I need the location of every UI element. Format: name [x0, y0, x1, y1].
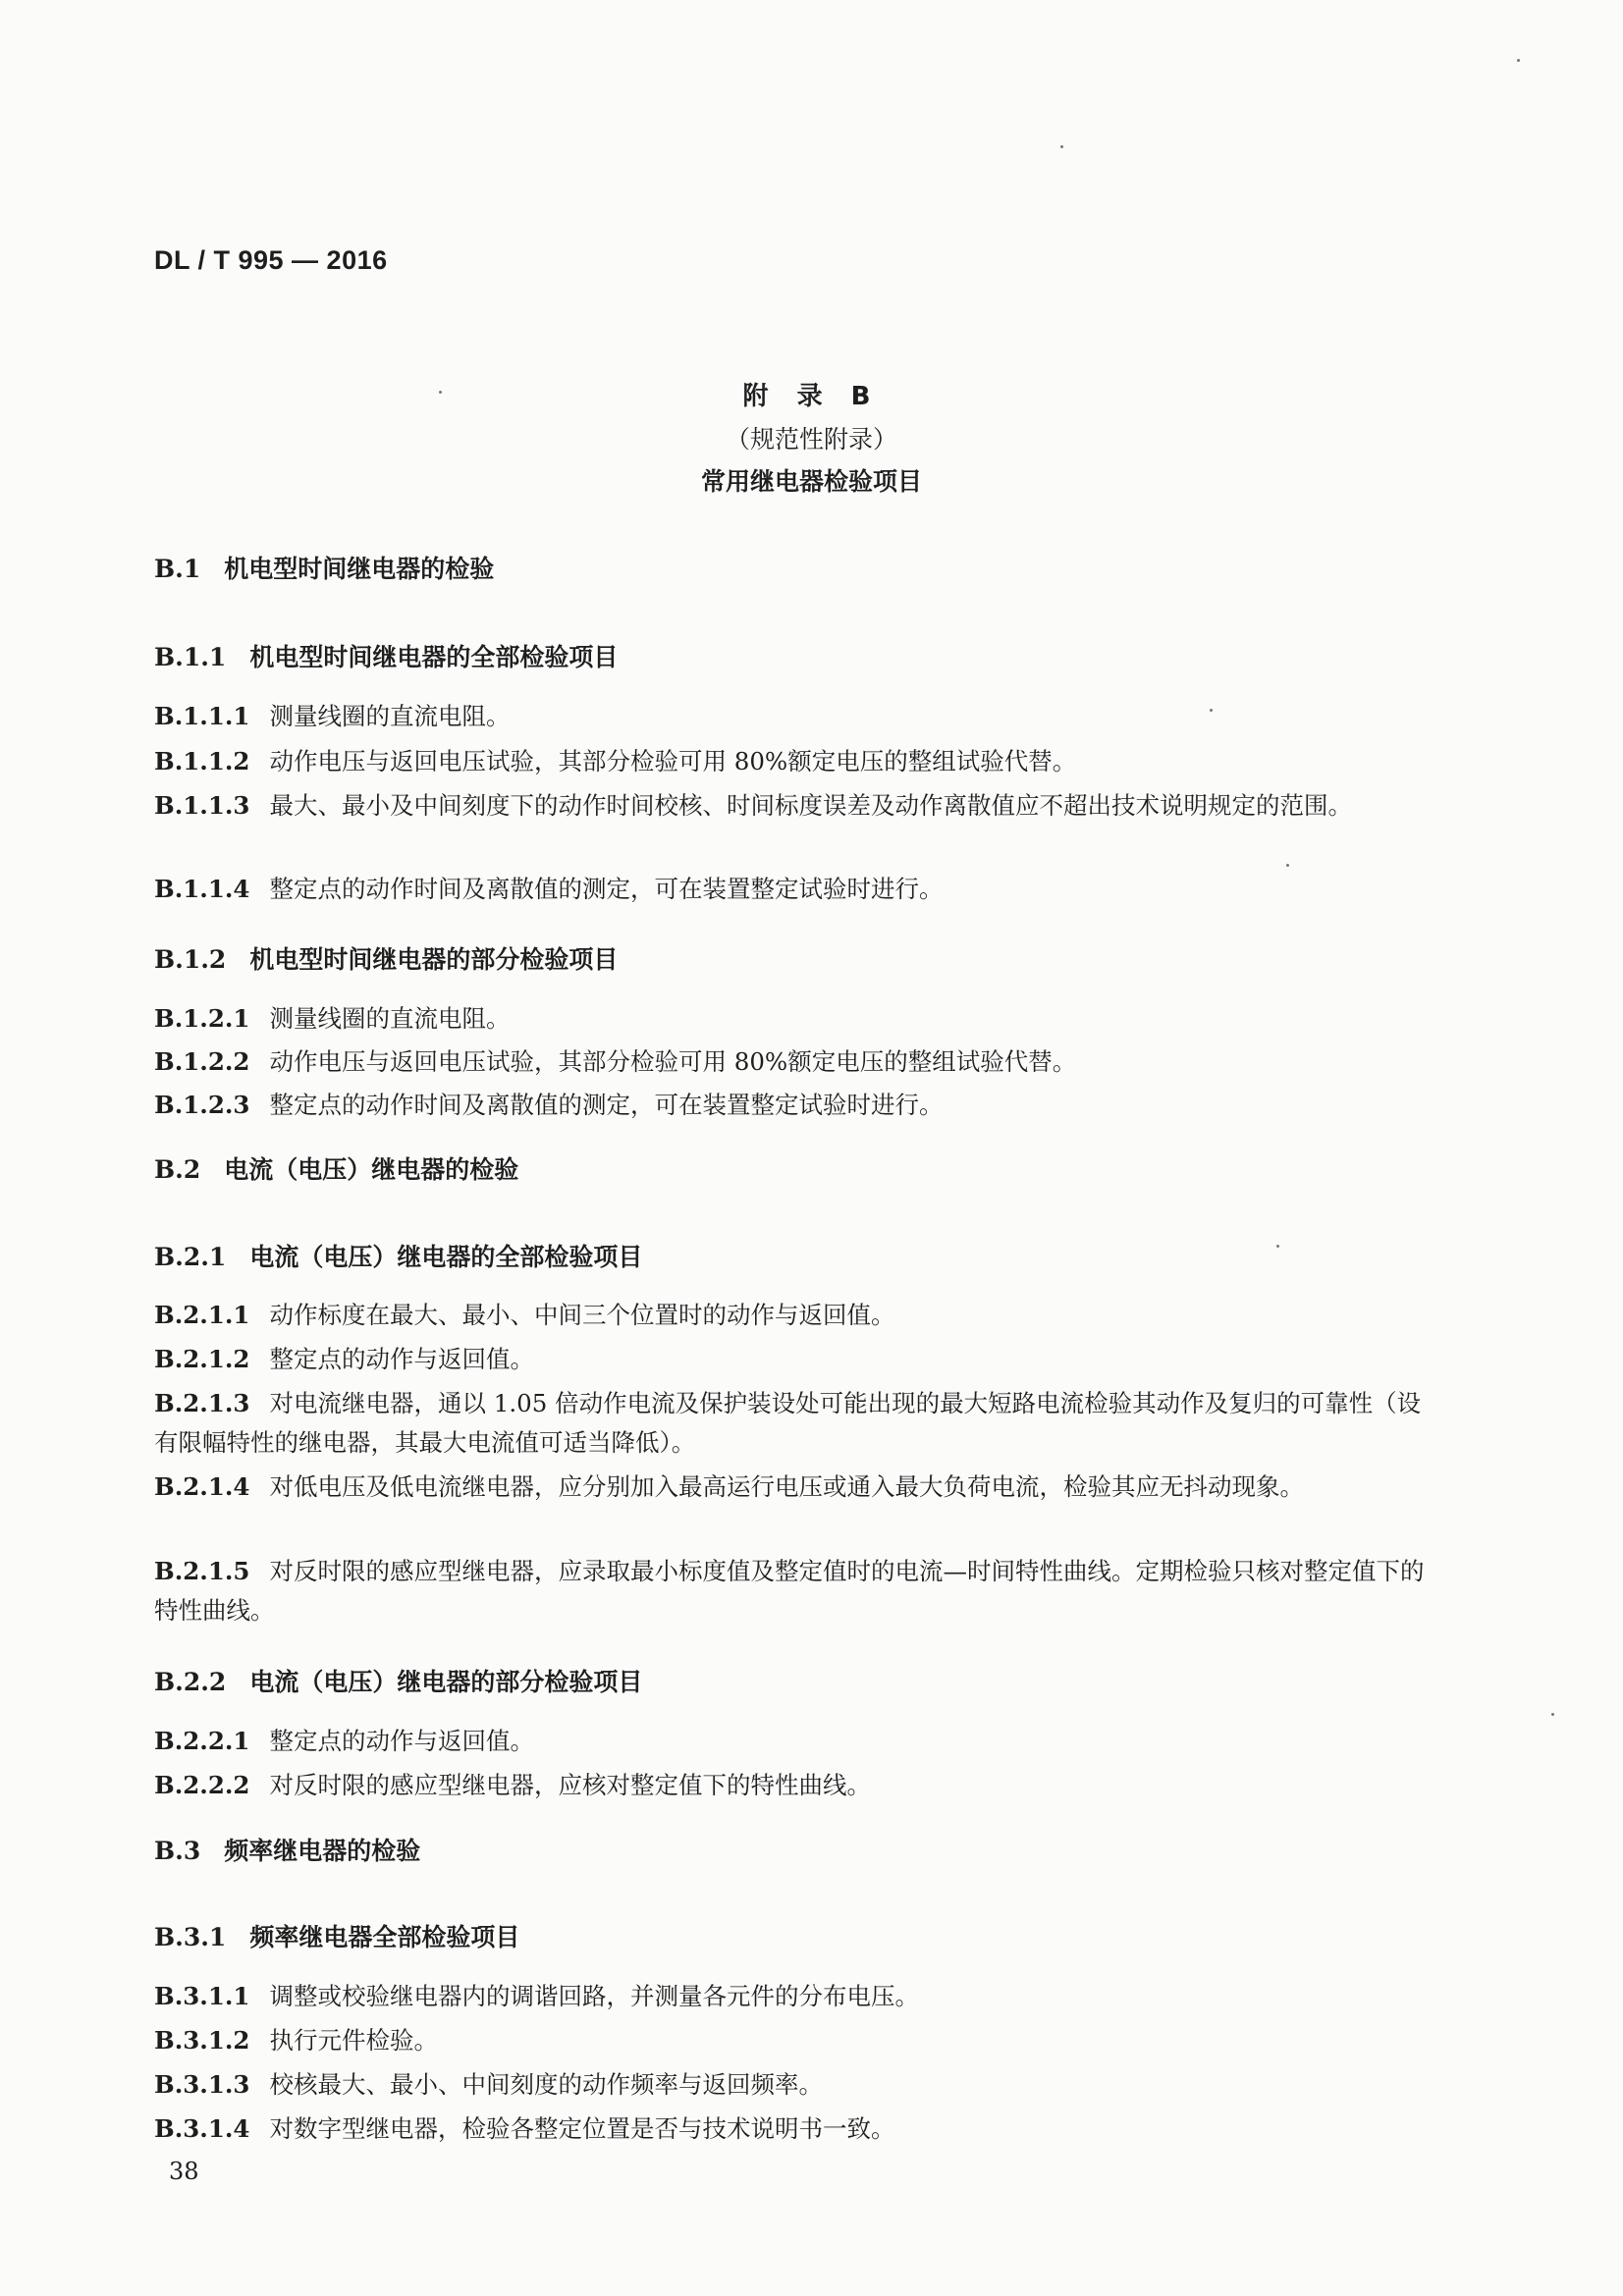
subsection-heading-b31	[154, 1918, 519, 1953]
list-item-b113	[154, 786, 1440, 826]
list-item-b311	[154, 1977, 1440, 2016]
section-number: B.3	[154, 1837, 201, 1865]
section-title: 机电型时间继电器的部分检验项目	[249, 945, 619, 974]
item-number: B.2.1.1	[154, 1301, 250, 1329]
section-number: B.1	[154, 555, 201, 583]
item-text: 测量线圈的直流电阻。	[269, 1004, 511, 1033]
item-number: B.1.2.2	[154, 1047, 250, 1076]
section-heading-b3	[154, 1832, 420, 1867]
list-item-b215	[154, 1552, 1440, 1630]
item-text: 整定点的动作与返回值。	[269, 1727, 534, 1755]
item-number: B.1.2.3	[154, 1091, 250, 1119]
list-item-b121	[154, 999, 1440, 1039]
item-number: B.2.1.2	[154, 1345, 250, 1373]
section-number: B.1.1	[154, 643, 227, 671]
list-item-b313	[154, 2065, 1440, 2105]
list-item-b111	[154, 697, 1440, 736]
subsection-heading-b12	[154, 940, 618, 976]
scan-speck	[1286, 864, 1289, 867]
section-title: 频率继电器的检验	[224, 1837, 421, 1865]
item-text: 校核最大、最小、中间刻度的动作频率与返回频率。	[269, 2070, 823, 2099]
item-number: B.2.2.2	[154, 1771, 250, 1799]
item-number: B.3.1.1	[154, 1982, 250, 2010]
subsection-heading-b22	[154, 1663, 642, 1698]
section-title: 机电型时间继电器的全部检验项目	[249, 643, 619, 671]
item-text: 对反时限的感应型继电器，应核对整定值下的特性曲线。	[269, 1771, 871, 1799]
list-item-b222	[154, 1766, 1440, 1805]
item-text: 整定点的动作与返回值。	[269, 1345, 534, 1373]
appendix-name: 常用继电器检验项目	[700, 467, 922, 496]
item-text: 对低电压及低电流继电器，应分别加入最高运行电压或通入最大负荷电流，检验其应无抖动现象。	[269, 1472, 1304, 1501]
section-heading-b1	[154, 550, 494, 585]
list-item-b114	[154, 870, 1440, 909]
item-number: B.2.2.1	[154, 1727, 250, 1755]
scan-speck	[1276, 1245, 1279, 1248]
scan-speck	[1517, 59, 1520, 62]
item-text: 动作电压与返回电压试验，其部分检验可用 80%额定电压的整组试验代替。	[269, 747, 1077, 775]
scan-speck	[1551, 1713, 1554, 1716]
list-item-b214	[154, 1468, 1440, 1507]
section-number: B.1.2	[154, 945, 227, 974]
item-number: B.3.1.4	[154, 2114, 250, 2143]
item-text: 对反时限的感应型继电器，应录取最小标度值及整定值时的电流—时间特性曲线。定期检验只核对整定值下的特性曲线。	[154, 1557, 1425, 1625]
list-item-b123	[154, 1086, 1440, 1125]
item-text: 整定点的动作时间及离散值的测定，可在装置整定试验时进行。	[269, 1091, 944, 1119]
subsection-heading-b11	[154, 638, 618, 673]
subsection-heading-b21	[154, 1238, 642, 1273]
item-number: B.2.1.5	[154, 1557, 250, 1585]
item-text: 对电流继电器，通以 1.05 倍动作电流及保护装设处可能出现的最大短路电流检验其动作及复归的可靠性（设有限幅特性的继电器，其最大电流值可适当降低）。	[154, 1389, 1422, 1457]
list-item-b122	[154, 1042, 1440, 1082]
section-heading-b2	[154, 1150, 518, 1186]
item-number: B.1.1.1	[154, 702, 250, 730]
item-number: B.3.1.2	[154, 2026, 250, 2055]
item-number: B.3.1.3	[154, 2070, 250, 2099]
standard-code: DL / T 995 — 2016	[154, 245, 388, 275]
item-text: 动作电压与返回电压试验，其部分检验可用 80%额定电压的整组试验代替。	[269, 1047, 1077, 1076]
section-title: 频率继电器全部检验项目	[249, 1923, 520, 1951]
item-number: B.1.1.2	[154, 747, 250, 775]
section-number: B.2.2	[154, 1668, 227, 1696]
item-text: 动作标度在最大、最小、中间三个位置时的动作与返回值。	[269, 1301, 895, 1329]
section-number: B.2.1	[154, 1243, 227, 1271]
item-number: B.1.1.4	[154, 875, 250, 903]
item-text: 最大、最小及中间刻度下的动作时间校核、时间标度误差及动作离散值应不超出技术说明规定的范围。	[269, 791, 1352, 820]
list-item-b312	[154, 2021, 1440, 2060]
item-text: 调整或校验继电器内的调谐回路，并测量各元件的分布电压。	[269, 1982, 919, 2010]
section-number: B.3.1	[154, 1923, 227, 1951]
appendix-title: 附 录 B	[742, 382, 881, 411]
item-number: B.2.1.3	[154, 1389, 250, 1417]
list-item-b314	[154, 2109, 1440, 2149]
list-item-b211	[154, 1296, 1440, 1335]
scan-speck	[1060, 145, 1063, 148]
item-text: 测量线圈的直流电阻。	[269, 702, 511, 730]
item-text: 执行元件检验。	[269, 2026, 438, 2055]
section-title: 电流（电压）继电器的部分检验项目	[249, 1668, 643, 1696]
item-text: 整定点的动作时间及离散值的测定，可在装置整定试验时进行。	[269, 875, 944, 903]
section-number: B.2	[154, 1155, 201, 1184]
list-item-b112	[154, 742, 1440, 781]
appendix-subtitle: （规范性附录）	[725, 425, 897, 454]
scan-speck	[1210, 709, 1213, 712]
item-number: B.1.1.3	[154, 791, 250, 820]
list-item-b213	[154, 1384, 1440, 1463]
page-number: 38	[169, 2158, 199, 2185]
scan-speck	[439, 391, 442, 394]
list-item-b221	[154, 1722, 1440, 1761]
item-number: B.1.2.1	[154, 1004, 250, 1033]
item-number: B.2.1.4	[154, 1472, 250, 1501]
section-title: 电流（电压）继电器的检验	[224, 1155, 519, 1184]
list-item-b212	[154, 1340, 1440, 1379]
section-title: 机电型时间继电器的检验	[224, 555, 495, 583]
section-title: 电流（电压）继电器的全部检验项目	[249, 1243, 643, 1271]
item-text: 对数字型继电器，检验各整定位置是否与技术说明书一致。	[269, 2114, 895, 2143]
